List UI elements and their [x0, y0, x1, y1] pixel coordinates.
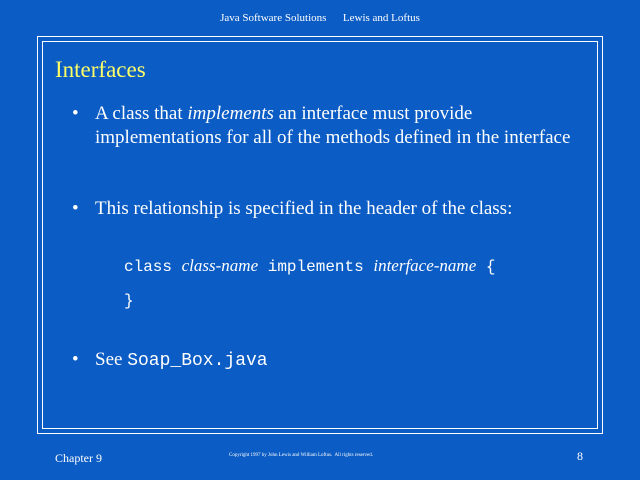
code-interface-name: interface-name: [373, 256, 477, 275]
footer-chapter: Chapter 9: [55, 451, 102, 465]
code-line-header: [124, 256, 495, 277]
code-line-close: [124, 291, 134, 311]
slide-title: Interfaces: [55, 57, 146, 82]
code-open-brace: {: [485, 258, 496, 276]
bullet-text-relationship: This relationship is specified in the header of the class:: [95, 198, 513, 219]
code-kw-class: class: [124, 258, 173, 276]
bullet-1-pre: A class that: [95, 103, 188, 124]
bullet-1-emphasis: implements: [187, 103, 274, 124]
page-number: 8: [577, 449, 583, 463]
header-book-title: Java Software Solutions: [220, 12, 327, 24]
code-class-name: class-name: [181, 256, 259, 275]
code-kw-implements: implements: [267, 258, 364, 276]
slide-header: [0, 12, 640, 24]
bullet-text-see: [95, 348, 585, 373]
bullet-marker: •: [72, 198, 79, 219]
bullet-marker: •: [72, 103, 79, 124]
header-authors: Lewis and Loftus: [342, 12, 420, 24]
bullet-marker: •: [72, 349, 79, 370]
footer-copyright: Copyright 1997 by John Lewis and William Loftus. All rights reserved.: [229, 453, 373, 458]
bullet-3-text: See: [95, 349, 128, 370]
code-close-brace: }: [124, 292, 134, 310]
bullet-3-code: Soap_Box.java: [127, 351, 268, 371]
bullet-text-implements: [95, 102, 585, 150]
bullet-1-post: an interface must provide implementations for all of the methods defined in the interface: [95, 103, 571, 148]
